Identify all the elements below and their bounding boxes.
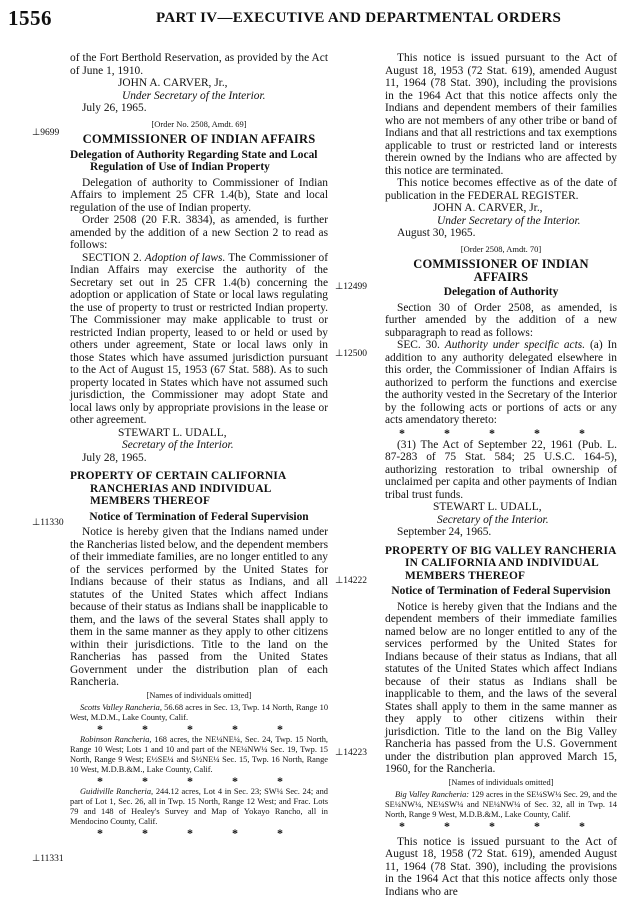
margin-mark-9699: ⊥9699 xyxy=(32,128,60,138)
rancheria-entry xyxy=(70,735,328,775)
margin-mark-11331: ⊥11331 xyxy=(32,854,64,864)
date-line: September 24, 1965. xyxy=(397,526,492,538)
ellipsis-stars: * * * * * xyxy=(97,773,301,788)
section-text: The Commissioner of Indian Affairs may exercise the authority of the Secretary set out in 25 CFR 1.4(b) concerning the adoption or application of State or local laws regulating the use of property to trust or restricted Indian property. The Commissioner may make applicable to trust or restricted Indian property, leased to or held or used by others under agreement, State or local laws only in those States which have assumed jurisdiction pursuant to the Act of August 15, 1953 (67 Stat. 588). As to such property located in States which have not assumed such jurisdiction, the Commissioner may adopt State and local laws only by appropriate provisions in the lease or other agreement. xyxy=(70,251,328,426)
names-omitted-note: [Names of individuals omitted] xyxy=(448,777,554,787)
signature-name: JOHN A. CARVER, Jr., xyxy=(118,77,228,89)
notice-paragraph: Notice is hereby given that the Indians named under the Rancherias listed below, and the dependent members of their immediate families, are no longer entitled to any of the services performed by the United States for Indians because of their status as Indians, and all statutes of the United States which affect Indians because of their status as Indians shall be inapplicable to them, and the laws of the several States shall apply to them in the same manner as they apply to other citizens within their jurisdictions. Title to the land on the Rancherias has passed from the United States Government under the distribution plan of each Rancheria. xyxy=(70,526,328,688)
notice-title: PROPERTY OF BIG VALLEY RANCHERIA IN CALIFORNIA AND INDIVIDUAL MEMBERS THEREOF xyxy=(385,544,616,582)
body-paragraph: Order 2508 (20 F.R. 3834), as amended, is further amended by the addition of a new Section 2 to read as follows: xyxy=(70,214,328,251)
intro-paragraph: of the Fort Berthold Reservation, as provided by the Act of June 1, 1910. xyxy=(70,52,328,77)
notice-subheading: Notice of Termination of Federal Supervision xyxy=(89,510,309,523)
right-column xyxy=(385,52,617,898)
rancheria-description: 56.68 acres in Sec. 13, Twp. 14 North, Range 10 West, M.D.M., Lake County, Calif. xyxy=(70,702,329,722)
body-paragraph: This notice is issued pursuant to the Act of August 18, 1958 (72 Stat. 619), amended August 11, 1964 (78 Stat. 390), including the provisions in the 1964 Act that this notice affects only those Indians who are xyxy=(385,835,617,898)
signature-name: JOHN A. CARVER, Jr., xyxy=(433,202,543,214)
agency-heading: COMMISSIONER OF INDIAN AFFAIRS xyxy=(413,257,589,284)
agency-heading: COMMISSIONER OF INDIAN AFFAIRS xyxy=(82,132,316,146)
margin-mark-14222: ⊥14222 xyxy=(335,576,368,586)
ellipsis-stars: * * * * * xyxy=(399,425,603,440)
running-head: PART IV—EXECUTIVE AND DEPARTMENTAL ORDERS xyxy=(156,10,562,26)
signature-title: Under Secretary of the Interior. xyxy=(122,89,266,102)
body-paragraph: Section 30 of Order 2508, as amended, is further amended by the addition of a new subparagraph to read as follows: xyxy=(385,301,617,339)
margin-mark-14223: ⊥14223 xyxy=(335,748,368,758)
signature-title: Secretary of the Interior. xyxy=(437,513,549,526)
ellipsis-stars: * * * * * xyxy=(399,818,603,833)
ellipsis-stars: * * * * * xyxy=(97,825,301,840)
ellipsis-stars: * * * * * xyxy=(97,721,301,736)
rancheria-entry xyxy=(385,790,617,820)
order-reference: [Order No. 2508, Amdt. 69] xyxy=(151,118,247,129)
section-subheading: Delegation of Authority Regarding State and Local Regulation of Use of Indian Property xyxy=(70,148,318,173)
signature-title: Under Secretary of the Interior. xyxy=(437,214,581,227)
body-paragraph: Delegation of authority to Commissioner of Indian Affairs to implement 25 CFR 1.4(b), State and local regulation of the use of Indian property. xyxy=(70,176,328,214)
margin-mark-12499: ⊥12499 xyxy=(335,282,368,292)
page-number: 1556 xyxy=(8,6,52,30)
margin-mark-12500: ⊥12500 xyxy=(335,349,368,359)
rancheria-description: 129 acres in the SE¼SW¼ Sec. 29, and the SE¼NW¼, NE¼SW¼ and NE¼NW¼ of Sec. 32, all in Twp. 14 North, Range 9 West, M.D.B.&M., Lake County, Calif. xyxy=(385,789,617,819)
left-column xyxy=(70,52,328,839)
notice-title: PROPERTY OF CERTAIN CALIFORNIA RANCHERIAS AND INDIVIDUAL MEMBERS THEREOF xyxy=(70,470,286,507)
rancheria-entry xyxy=(70,703,328,723)
body-paragraph: (31) The Act of September 22, 1961 (Pub. L. 87-283 of 75 Stat. 584; 25 U.S.C. 164-5), authorizing restoration to tribal ownership of unclaimed per capita and other payments of Indian tribal trust funds. xyxy=(385,438,617,501)
signature-title: Secretary of the Interior. xyxy=(122,439,234,451)
section-text: (a) In addition to any authority delegated elsewhere in this order, the Commissioner of Indian Affairs is authorized to perform the functions and exercise the authority vested in the Secretary of the Interior by the following acts or portions of acts or any acts amendatory thereto: xyxy=(385,339,617,426)
signature-name: STEWART L. UDALL, xyxy=(433,501,542,513)
rancheria-name: Scotts Valley Rancheria, xyxy=(80,702,162,712)
rancheria-description: 168 acres, the NE¼NE¼, Sec. 24, Twp. 15 North, Range 10 West; Lots 1 and 10 and part of the NE¼NW¼ Sec. 19, Twp. 15 North, Range 9 West; E½SE¼ and S½NE¼ Sec. 15, Twp. 16 North, Range 10 West, M.D.B.&M., Lake County, Calif. xyxy=(70,734,329,774)
rancheria-entry xyxy=(70,787,328,827)
body-paragraph: This notice is issued pursuant to the Act of August 18, 1953 (72 Stat. 619), amended August 11, 1964 (78 Stat. 390), including the provisions in the 1964 Act that this notice affects only the Indians and dependent members of their families who are not members of any other tribe or band of Indians and that all restrictions and tax exemptions applicable to trust or restricted land or interests therein owned by the Indians who are affected by this notice are terminated. xyxy=(385,52,617,177)
rancheria-name: Guidiville Rancheria, xyxy=(80,786,154,796)
section-paragraph xyxy=(385,339,617,427)
section-lead: SECTION 2. xyxy=(82,251,142,264)
date-line: July 28, 1965. xyxy=(82,451,147,464)
rancheria-name: Robinson Rancheria, xyxy=(80,734,152,744)
rancheria-name: Big Valley Rancheria: xyxy=(395,789,470,799)
date-line: July 26, 1965. xyxy=(82,102,147,114)
notice-subheading: Notice of Termination of Federal Supervision xyxy=(391,585,611,597)
date-line: August 30, 1965. xyxy=(397,227,476,239)
section-subheading: Delegation of Authority xyxy=(443,286,559,298)
section-lead: SEC. 30. xyxy=(397,339,440,351)
section-title: Authority under specific acts. xyxy=(444,339,586,351)
section-paragraph xyxy=(70,252,328,427)
margin-mark-11330: ⊥11330 xyxy=(32,518,64,528)
page-header xyxy=(8,6,620,46)
order-reference: [Order 2508, Amdt. 70] xyxy=(460,243,542,254)
section-title: Adoption of laws. xyxy=(144,251,226,264)
names-omitted-note: [Names of individuals omitted] xyxy=(146,690,252,700)
rancheria-description: 244.12 acres, Lot 4 in Sec. 23; SW¼ Sec. 24; and part of Lot 1, Sec. 26, all in Twp. 15 North, Range 12 West; and Frac. Lots 79 and 148 of Healey's Survey and Map of Yokayo Rancho, all in Mendocino County, Calif. xyxy=(70,786,328,826)
body-paragraph: This notice becomes effective as of the date of publication in the FEDERAL REGISTER. xyxy=(385,177,617,202)
signature-name: STEWART L. UDALL, xyxy=(118,426,227,439)
notice-paragraph: Notice is hereby given that the Indians and the dependent members of their immediate families named below are no longer entitled to any of the services performed by the United States for Indians because of their status as Indians, that all statutes of the United States which affect Indians because of their status as Indians shall be inapplicable to them, and the laws of the several States shall apply to them in the same manner as they apply to other citizens within their jurisdiction. Title to the land on the Big Valley Rancheria has passed from the U.S. Government under the distribution plan approved March 15, 1960, for the Rancheria. xyxy=(385,600,617,775)
